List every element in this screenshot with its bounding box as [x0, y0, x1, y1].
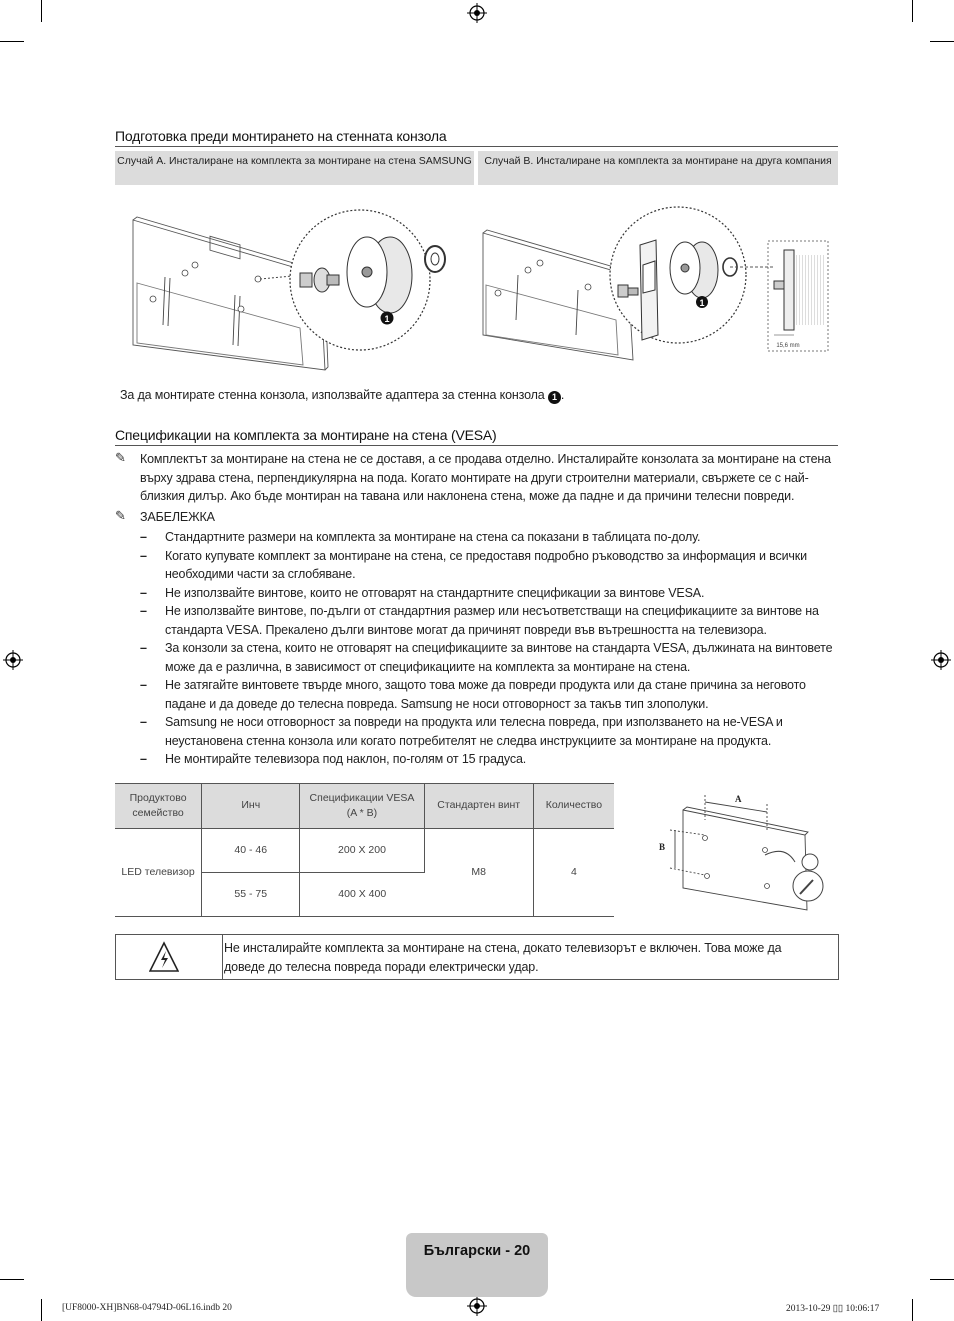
- section-title-preparation: Подготовка преди монтирането на стенната конзола: [115, 128, 447, 144]
- table-header: Инч: [202, 784, 300, 828]
- case-b-illustration: [478, 195, 838, 375]
- registration-mark-icon: [467, 3, 487, 23]
- list-item: – Samsung не носи отговорност за повреди на продукта или телесна повреда, при използването на не-VESA и неустановена стенна конзола или когато потребителят не следва инструкциите за монтиране на продукта.: [140, 713, 840, 750]
- registration-mark-icon: [931, 650, 951, 670]
- list-item: – Стандартните размери на комплекта за монтиране на стена са показани в таблицата по-долу.: [140, 528, 840, 547]
- page-number-tab: [406, 1233, 548, 1297]
- pencil-note-icon: ✎: [115, 508, 126, 523]
- table-cell-vesa: 400 X 400: [300, 872, 424, 916]
- footer-file-info: [UF8000-XH]BN68-04794D-06L16.indb 20: [62, 1303, 232, 1313]
- section-divider: [115, 146, 838, 147]
- table-header: Продуктово семейство: [115, 784, 202, 828]
- case-a-illustration: [115, 195, 475, 375]
- callout-number-a: 1: [384, 314, 390, 324]
- registration-mark-icon: [467, 1296, 487, 1316]
- electric-shock-warning: [115, 934, 839, 980]
- section-divider: [115, 445, 838, 446]
- electric-warning-icon: [149, 941, 179, 973]
- page-label: Български - 20: [423, 1243, 531, 1259]
- list-item: – Не затягайте винтовете твърде много, защото това може да повреди продукта или да стане причина за неговото падане и да доведе до телесна повреда. Samsung не носи отговорност за такъв тип злополуки.: [140, 676, 840, 713]
- vesa-dimension-diagram: [655, 790, 835, 915]
- table-row: [115, 828, 614, 872]
- table-cell-inch: 55 - 75: [202, 872, 300, 916]
- list-item: – Когато купувате комплект за монтиране на стена, се предоставя подробно ръководство за информация и всички необходими части за сглобяване.: [140, 547, 840, 584]
- list-item: – Не използвайте винтове, по-дълги от стандартния размер или несъответстващи на спецификациите за винтове на стандарта VESA. Прекалено дълги винтове могат да причинят повреди във вътрешността на телевизора.: [140, 602, 840, 639]
- warning-text: Не инсталирайте комплекта за монтиране на стена, докато телевизорът е включен. Това може да доведе до телесна повреда поради електрически удар.: [224, 941, 782, 974]
- section-title-vesa: Спецификации на комплекта за монтиране на стена (VESA): [115, 427, 497, 443]
- callout-number-b: 1: [699, 298, 705, 308]
- list-item: – За конзоли за стена, които не отговарят на спецификациите за винтове на стандарта VESA, дължината на винтовете може да е различна, в зависимост от спецификациите на комплекта за монтиране на стена.: [140, 639, 840, 676]
- adapter-note: За да монтирате стенна конзола, използвайте адаптера за стенна конзола 1 .: [120, 388, 565, 402]
- adapter-callout-badge: 1: [548, 391, 561, 404]
- vesa-spec-table: [115, 784, 614, 917]
- note-heading: ЗАБЕЛЕЖКА: [140, 510, 215, 524]
- case-b-header: Случай B. Инсталиране на комплекта за монтиране на друга компания: [478, 151, 838, 185]
- list-item: – Не използвайте винтове, които не отговарят на стандартните спецификации за винтове VESA.: [140, 584, 840, 603]
- table-cell-family: LED телевизор: [115, 828, 202, 916]
- notes-list: [140, 528, 840, 769]
- case-a-header: Случай A. Инсталиране на комплекта за монтиране на стена SAMSUNG: [115, 151, 474, 185]
- table-cell-screw: M8: [424, 828, 533, 916]
- table-header: Спецификации VESA (A * B): [300, 784, 424, 828]
- list-item: – Не монтирайте телевизора под наклон, по-голям от 15 градуса.: [140, 750, 840, 769]
- dimension-a-label: A: [735, 794, 742, 804]
- table-cell-vesa: 200 X 200: [300, 828, 424, 872]
- table-header: Количество: [533, 784, 614, 828]
- note-paragraph: Комплектът за монтиране на стена не се доставя, а се продава отделно. Инсталирайте конзолата за монтиране на стена върху здрава стена, перпендикулярна на пода. Когато монтирате на други строителни материали, свържете се с най-близкия дилър. Ако бъде монтиран на тавана или наклонена стена, може да падне и да причини телесни повреди.: [140, 452, 831, 503]
- registration-mark-icon: [3, 650, 23, 670]
- table-header: Стандартен винт: [424, 784, 533, 828]
- pencil-note-icon: ✎: [115, 450, 126, 465]
- footer-timestamp: 2013-10-29 ▯▯ 10:06:17: [786, 1304, 880, 1314]
- table-cell-qty: 4: [533, 828, 614, 916]
- dimension-label: 15,6 mm: [776, 343, 800, 349]
- table-cell-inch: 40 - 46: [202, 828, 300, 872]
- dimension-b-label: B: [659, 842, 666, 852]
